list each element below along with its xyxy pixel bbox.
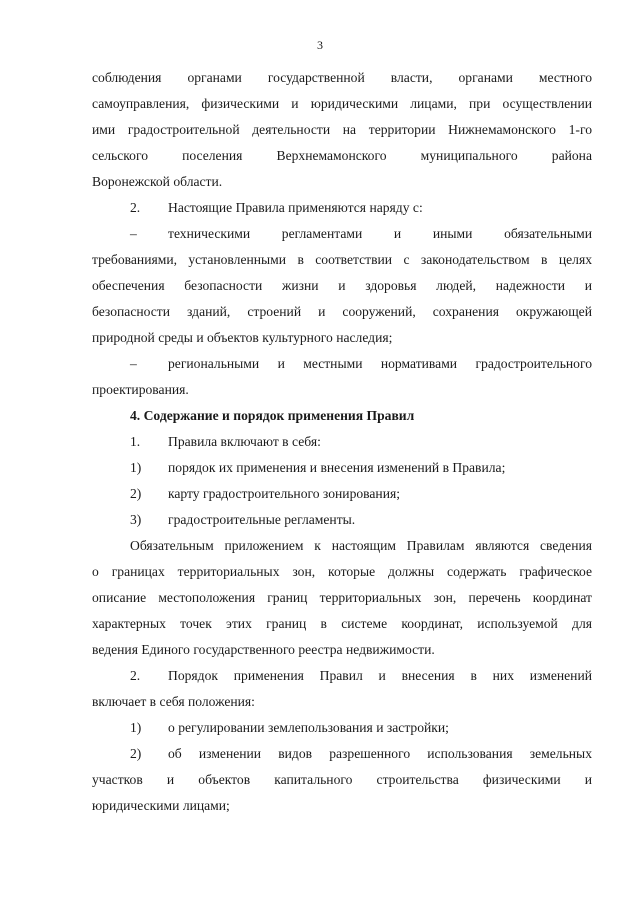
text-line: обеспечения безопасности жизни и здоровья людей, надежности и xyxy=(92,278,592,293)
list-item-number: 2) xyxy=(130,486,142,501)
list-item-text: об изменении видов разрешенного использования земельных xyxy=(168,746,592,761)
text-line: участков и объектов капитального строительства физическими и xyxy=(92,772,592,787)
list-item-number: 2) xyxy=(130,746,142,761)
paragraph-number: 1. xyxy=(130,434,141,449)
paragraph-text: Настоящие Правила применяются наряду с: xyxy=(168,200,423,215)
text-line: соблюдения органами государственной власти, органами местного xyxy=(92,70,592,85)
paragraph-number: 2. xyxy=(130,668,141,683)
text-line: безопасности зданий, строений и сооружений, сохранения окружающей xyxy=(92,304,592,319)
paragraph-number: 2. xyxy=(130,200,141,215)
list-item-text: порядок их применения и внесения изменений в Правила; xyxy=(168,460,506,475)
text-line: характерных точек этих границ в системе координат, используемой для xyxy=(92,616,592,631)
list-item-text: региональными и местными нормативами градостроительного xyxy=(168,356,592,371)
text-line: природной среды и объектов культурного наследия; xyxy=(92,330,393,345)
dash-marker: – xyxy=(130,226,137,241)
text-line: проектирования. xyxy=(92,382,189,397)
text-line: Воронежской области. xyxy=(92,174,223,189)
list-item-number: 3) xyxy=(130,512,142,527)
list-item-text: карту градостроительного зонирования; xyxy=(168,486,401,501)
paragraph-text: Правила включают в себя: xyxy=(168,434,321,449)
list-item-number: 1) xyxy=(130,720,142,735)
section-heading: 4. Содержание и порядок применения Правил xyxy=(130,408,415,423)
text-line: юридическими лицами; xyxy=(92,798,230,813)
text-line: сельского поселения Верхнемамонского муниципального района xyxy=(92,148,592,163)
list-item-text: техническими регламентами и иными обязательными xyxy=(168,226,592,241)
text-line: описание местоположения границ территориальных зон, перечень координат xyxy=(92,590,592,605)
text-line: самоуправления, физическими и юридическими лицами, при осуществлении xyxy=(92,96,592,111)
text-line: включает в себя положения: xyxy=(92,694,255,709)
text-line: ими градостроительной деятельности на территории Нижнемамонского 1-го xyxy=(92,122,592,137)
text-line: ведения Единого государственного реестра недвижимости. xyxy=(92,642,435,657)
text-line: требованиями, установленными в соответствии с законодательством в целях xyxy=(92,252,592,267)
text-line: Обязательным приложением к настоящим Правилам являются сведения xyxy=(130,538,592,553)
page-number: 3 xyxy=(317,38,323,52)
list-item-text: градостроительные регламенты. xyxy=(168,512,356,527)
dash-marker: – xyxy=(130,356,137,371)
list-item-number: 1) xyxy=(130,460,142,475)
list-item-text: о регулировании землепользования и застройки; xyxy=(168,720,449,735)
paragraph-text: Порядок применения Правил и внесения в них изменений xyxy=(168,668,592,683)
text-line: о границах территориальных зон, которые должны содержать графическое xyxy=(92,564,592,579)
